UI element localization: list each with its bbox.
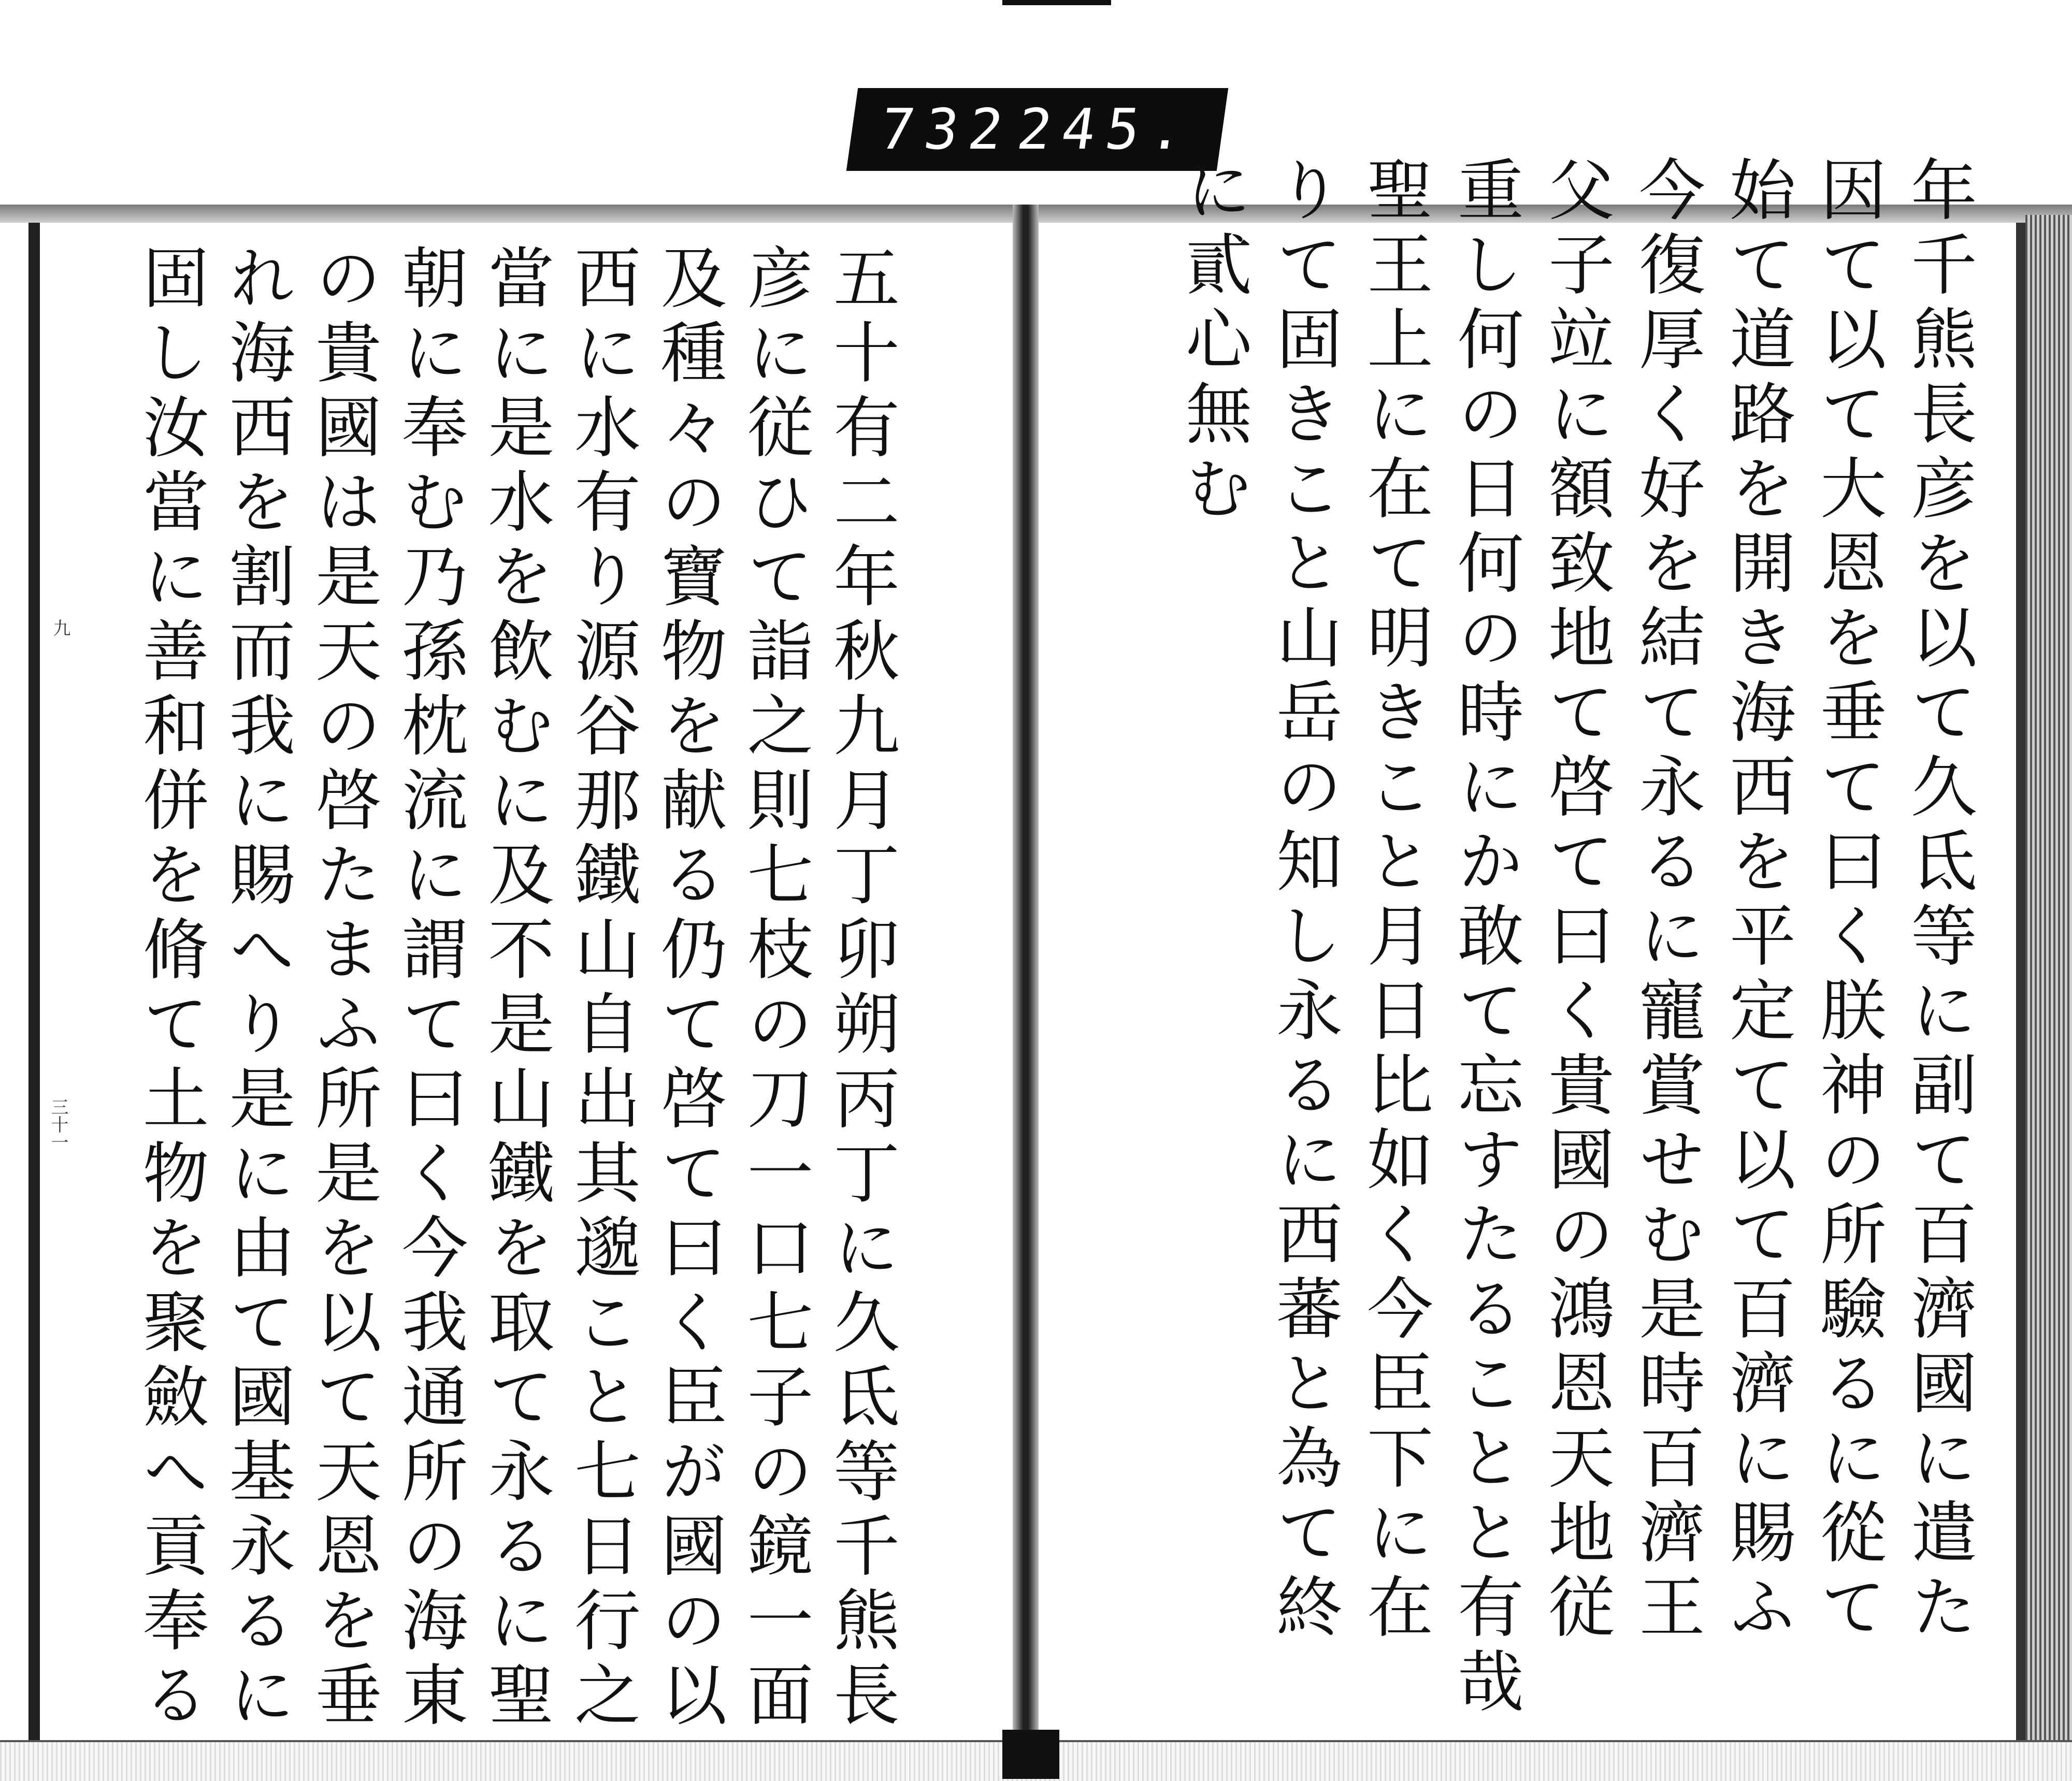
bottom-gutter-shadow [1002,1730,1059,1779]
text-column: 彦に従ひて詣之則七枝の刀一口七子の鏡一面 [736,243,813,1735]
text-column: 因て以て大恩を垂て曰く朕神の所驗るに從て [1809,155,1886,1647]
text-column: れ海西を割而我に賜へり是に由て國基永るに [218,243,295,1735]
text-column: 固し汝當に善和併を脩て土物を聚斂へ貢奉る [131,243,209,1735]
text-column: 朝に奉む乃孫枕流に謂て曰く今我通所の海東 [390,243,468,1735]
text-column: 及種々の寶物を献る仍て啓て曰く臣が國の以 [649,243,727,1735]
right-page-text [1142,155,1977,1721]
archive-number-left: 732 [876,97,1017,162]
left-margin-mark-lower: 三十一 [48,1098,68,1151]
text-column: 西に水有り源谷那鐵山自出其邈こと七日行之 [563,243,640,1735]
text-column: りて固きこと山岳の知し永るに西蕃と為て終 [1265,155,1342,1647]
text-column: 父子竝に額致地て啓て曰く貴國の鴻恩天地従 [1537,155,1614,1647]
top-edge-mark [1002,0,1111,5]
text-column: 當に是水を飲むに及不是山鐵を取て永るに聖 [477,243,554,1735]
text-column: 五十有二年秋九月丁卯朔丙丁に久氐等千熊長 [822,243,899,1735]
archive-number-right: 245. [1013,97,1199,162]
text-column: 今復厚く好を結て永るに寵賞せむ是時百濟王 [1628,155,1705,1647]
text-column: 年千熊長彦を以て久氐等に副て百濟國に遣た [1900,155,1977,1647]
left-margin-mark-top: 九 [50,619,70,636]
text-column: に貳心無む [1174,155,1251,528]
book-gutter [1013,205,1039,1753]
page-edges [2025,215,2072,1758]
text-column: 重し何の日何の時にか敢て忘すたることと有哉 [1446,155,1523,1721]
text-column: の貴國は是天の啓たまふ所是を以て天恩を垂 [304,243,381,1735]
text-column: 始て道路を開き海西を平定て以て百濟に賜ふ [1718,155,1795,1647]
left-page-text [117,243,899,1735]
text-column: 聖王上に在て明きこと月日比如く今臣下に在 [1356,155,1433,1647]
